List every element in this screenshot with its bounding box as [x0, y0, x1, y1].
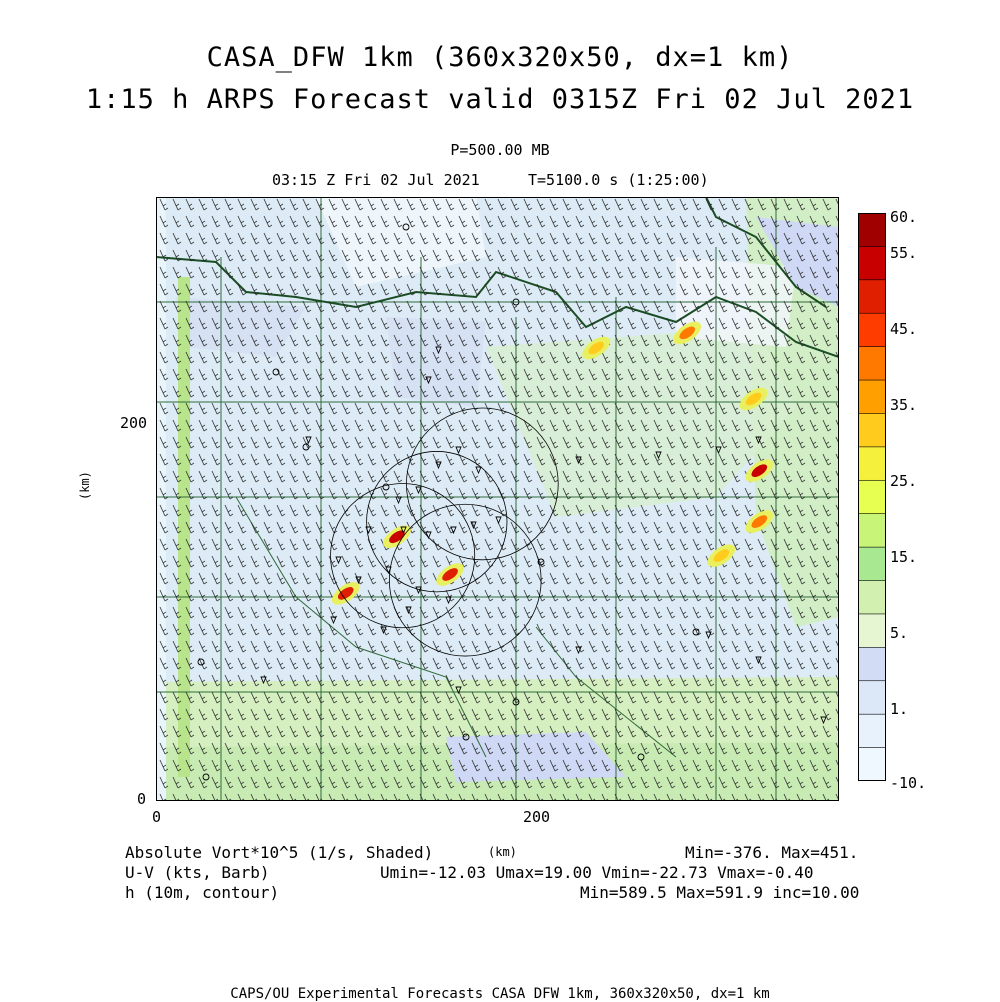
colorbar-label: 45.	[890, 320, 918, 338]
field2-label: U-V (kts, Barb)	[125, 863, 270, 882]
footer-credit: CAPS/OU Experimental Forecasts CASA DFW 1km, 360x320x50, dx=1 km	[230, 986, 770, 1002]
colorbar-swatch	[858, 447, 886, 481]
colorbar-swatch	[858, 714, 886, 748]
field3-stats: Min=589.5 Max=591.9 inc=10.00	[580, 883, 860, 902]
valid-time: 03:15 Z Fri 02 Jul 2021	[272, 171, 480, 189]
field3-label: h (10m, contour)	[125, 883, 280, 902]
pressure-level: P=500.00 MB	[450, 141, 550, 159]
colorbar-label: 60.	[890, 208, 918, 226]
wind-barbs	[156, 197, 839, 801]
color-bar	[858, 213, 886, 781]
colorbar-swatch	[858, 480, 886, 514]
vorticity-map	[156, 197, 839, 801]
chart-title: CASA_DFW 1km (360x320x50, dx=1 km)	[206, 42, 794, 73]
field1-label: Absolute Vort*10^5 (1/s, Shaded)	[125, 843, 434, 862]
colorbar-swatch	[858, 514, 886, 548]
y-tick-label: 0	[137, 790, 147, 808]
chart-subtitle: 1:15 h ARPS Forecast valid 0315Z Fri 02 Jul 2021	[85, 84, 915, 115]
field1-stats: Min=-376. Max=451.	[685, 843, 859, 862]
model-time: T=5100.0 s (1:25:00)	[528, 171, 709, 189]
colorbar-label: 25.	[890, 472, 918, 490]
x-tick-label: 200	[523, 808, 551, 826]
colorbar-swatch	[858, 313, 886, 347]
colorbar-swatch	[858, 380, 886, 414]
colorbar-label: 5.	[890, 624, 909, 642]
colorbar-label: 1.	[890, 700, 909, 718]
colorbar-swatch	[858, 413, 886, 447]
x-tick-label: 0	[152, 808, 162, 826]
colorbar-swatch	[858, 681, 886, 715]
colorbar-label: -10.	[890, 774, 927, 792]
colorbar-swatch	[858, 280, 886, 314]
y-tick-label: 200	[120, 414, 148, 432]
colorbar-label: 35.	[890, 396, 918, 414]
colorbar-swatch	[858, 581, 886, 615]
colorbar-swatch	[858, 647, 886, 681]
colorbar-swatch	[858, 213, 886, 247]
colorbar-swatch	[858, 614, 886, 648]
colorbar-swatch	[858, 347, 886, 381]
colorbar-swatch	[858, 246, 886, 280]
y-axis-label: (km)	[78, 471, 92, 500]
colorbar-swatch	[858, 748, 886, 781]
colorbar-swatch	[858, 547, 886, 581]
x-axis-label: (km)	[488, 845, 517, 859]
field2-stats: Umin=-12.03 Umax=19.00 Vmin=-22.73 Vmax=-0.40	[380, 863, 814, 882]
colorbar-label: 15.	[890, 548, 918, 566]
colorbar-label: 55.	[890, 244, 918, 262]
